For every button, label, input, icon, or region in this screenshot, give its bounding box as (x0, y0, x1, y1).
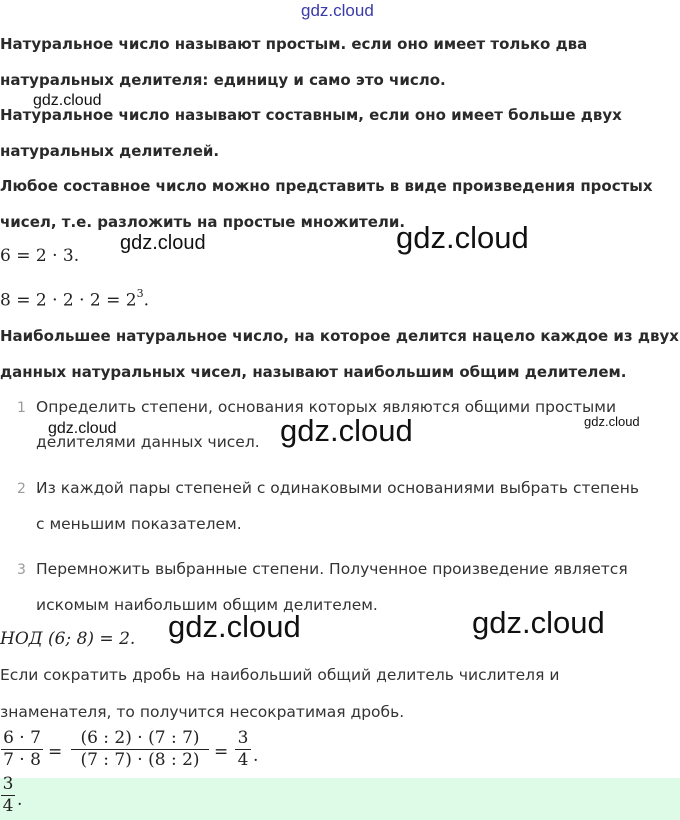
reduce-text-line2: знаменателя, то получится несократимая дробь. (0, 703, 405, 721)
fraction-denominator: (7 : 7) · (8 : 2) (80, 750, 200, 770)
step-text-line1: Из каждой пары степеней с одинаковыми основаниями выбрать степень (36, 479, 639, 497)
fraction-reduced (234, 728, 252, 771)
watermark: gdz.cloud (396, 220, 529, 255)
fraction-denominator: 7 · 8 (3, 750, 41, 770)
fraction-numerator: 3 (237, 728, 249, 748)
watermark: gdz.cloud (280, 413, 413, 448)
gcd-definition-line2: данных натуральных чисел, называют наибольшим общим делителем. (0, 363, 627, 381)
fraction-denominator: 4 (237, 750, 249, 770)
answer-end: . (17, 790, 23, 810)
fraction-expanded (70, 728, 210, 771)
example-eight-exponent: 3 (136, 287, 144, 300)
watermark: gdz.cloud (33, 92, 102, 109)
fraction-original (0, 728, 44, 771)
step-number: 2 (17, 481, 26, 497)
step-text-line2: делителями данных чисел. (36, 433, 260, 451)
fraction-numerator: (6 : 2) · (7 : 7) (80, 728, 200, 748)
example-eight-end: . (143, 290, 150, 311)
prime-definition-line1: Натуральное число называют простым. если оно имеет только два (0, 35, 588, 53)
step-number: 1 (17, 400, 26, 416)
watermark-top: gdz.cloud (301, 1, 374, 20)
equals-sign: = (48, 742, 63, 762)
example-eight-base: 8 = 2 · 2 · 2 = 2 (0, 290, 137, 311)
example-six: 6 = 2 · 3. (0, 246, 80, 266)
watermark: gdz.cloud (584, 414, 640, 429)
answer-numerator: 3 (2, 774, 14, 794)
watermark: gdz.cloud (168, 609, 301, 644)
gcd-definition-line1: Наибольшее натуральное число, на которое делится нацело каждое из двух (0, 327, 679, 345)
answer-fraction (0, 774, 16, 817)
step-text-line1: Перемножить выбранные степени. Полученное произведение является (36, 560, 628, 578)
watermark: gdz.cloud (120, 232, 206, 254)
composite-definition-line1: Натуральное число называют составным, если оно имеет больше двух (0, 106, 622, 124)
watermark: gdz.cloud (48, 420, 117, 437)
composite-definition-line2: натуральных делителей. (0, 142, 220, 160)
step-text-line2: искомым наибольшим общим делителем. (36, 596, 378, 614)
answer-box (0, 774, 680, 820)
prime-definition-line2: натуральных делителя: единицу и само это число. (0, 71, 446, 89)
answer-denominator: 4 (2, 796, 14, 816)
factorization-line2: чисел, т.е. разложить на простые множители. (0, 213, 406, 231)
watermark: gdz.cloud (472, 605, 605, 640)
example-eight (0, 289, 149, 311)
reduce-text-line1: Если сократить дробь на наибольший общий делитель числителя и (0, 666, 560, 684)
step-number: 3 (17, 562, 26, 578)
equals-sign: = (214, 742, 229, 762)
equation-end: . (253, 746, 259, 766)
gcd-result: НОД (6; 8) = 2. (0, 629, 136, 649)
factorization-line1: Любое составное число можно представить в виде произведения простых (0, 177, 653, 195)
step-text-line1: Определить степени, основания которых являются общими простыми (36, 398, 617, 416)
step-text-line2: с меньшим показателем. (36, 515, 242, 533)
fraction-numerator: 6 · 7 (3, 728, 41, 748)
